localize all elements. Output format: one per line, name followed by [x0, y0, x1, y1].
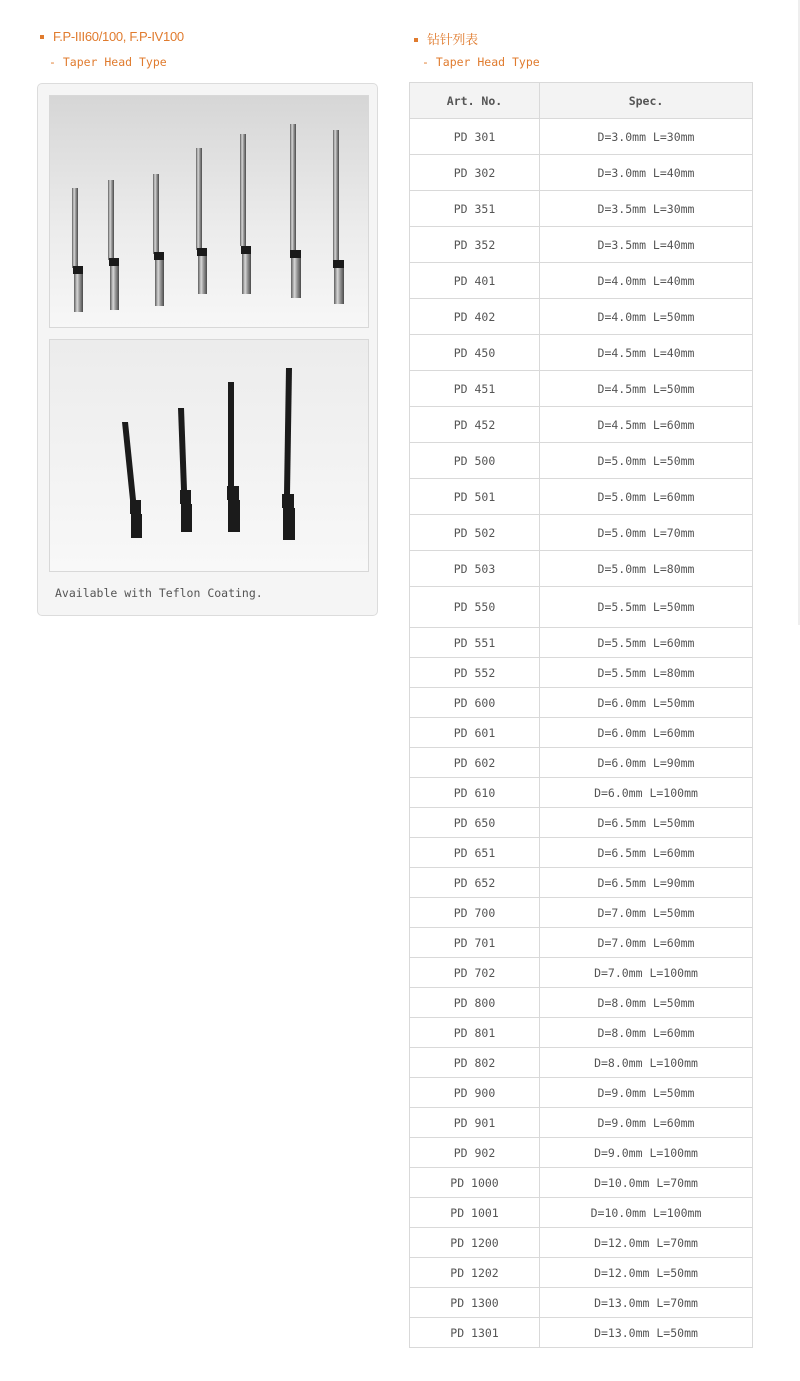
left-title-text: F.P-III60/100, F.P-IV100 [53, 29, 184, 44]
art-no-cell: PD 502 [410, 515, 540, 551]
table-row [410, 479, 753, 515]
spec-cell: D=8.0mm L=50mm [540, 988, 753, 1018]
art-no-cell: PD 402 [410, 299, 540, 335]
art-no-cell: PD 450 [410, 335, 540, 371]
bullet-icon [414, 38, 418, 42]
art-no-cell: PD 702 [410, 958, 540, 988]
table-row [410, 1228, 753, 1258]
spec-cell: D=3.0mm L=40mm [540, 155, 753, 191]
table-row [410, 1318, 753, 1348]
spec-cell: D=4.5mm L=60mm [540, 407, 753, 443]
spec-cell: D=5.5mm L=60mm [540, 628, 753, 658]
spec-cell: D=7.0mm L=100mm [540, 958, 753, 988]
bullet-icon [40, 35, 44, 39]
table-row [410, 778, 753, 808]
spec-cell: D=6.0mm L=50mm [540, 688, 753, 718]
photo-caption: Available with Teflon Coating. [55, 586, 263, 600]
spec-cell: D=8.0mm L=100mm [540, 1048, 753, 1078]
art-no-cell: PD 802 [410, 1048, 540, 1078]
table-row [410, 227, 753, 263]
art-no-cell: PD 1301 [410, 1318, 540, 1348]
table-header-row [410, 83, 753, 119]
table-row [410, 119, 753, 155]
spec-cell: D=9.0mm L=60mm [540, 1108, 753, 1138]
spec-cell: D=10.0mm L=70mm [540, 1168, 753, 1198]
table-row [410, 898, 753, 928]
table-row [410, 628, 753, 658]
spec-cell: D=6.5mm L=60mm [540, 838, 753, 868]
art-no-cell: PD 901 [410, 1108, 540, 1138]
table-row [410, 1198, 753, 1228]
spec-cell: D=4.5mm L=40mm [540, 335, 753, 371]
right-section-title [414, 29, 478, 48]
art-no-cell: PD 610 [410, 778, 540, 808]
table-row [410, 1288, 753, 1318]
table-row [410, 658, 753, 688]
art-no-cell: PD 701 [410, 928, 540, 958]
table-row [410, 1078, 753, 1108]
table-row [410, 748, 753, 778]
art-no-cell: PD 1001 [410, 1198, 540, 1228]
art-no-cell: PD 503 [410, 551, 540, 587]
art-no-cell: PD 551 [410, 628, 540, 658]
spec-cell: D=5.0mm L=60mm [540, 479, 753, 515]
art-no-cell: PD 451 [410, 371, 540, 407]
table-row [410, 1258, 753, 1288]
product-photo-panel [37, 83, 378, 616]
table-row [410, 407, 753, 443]
table-row [410, 551, 753, 587]
table-row [410, 1168, 753, 1198]
table-row [410, 443, 753, 479]
art-no-cell: PD 651 [410, 838, 540, 868]
table-row [410, 335, 753, 371]
table-row [410, 1048, 753, 1078]
spec-cell: D=6.5mm L=90mm [540, 868, 753, 898]
right-title-text: 钻针列表 [427, 32, 478, 47]
art-no-cell: PD 550 [410, 587, 540, 628]
art-no-cell: PD 602 [410, 748, 540, 778]
art-no-cell: PD 1000 [410, 1168, 540, 1198]
art-no-cell: PD 452 [410, 407, 540, 443]
table-row [410, 587, 753, 628]
spec-cell: D=9.0mm L=50mm [540, 1078, 753, 1108]
spec-cell: D=12.0mm L=50mm [540, 1258, 753, 1288]
spec-cell: D=3.0mm L=30mm [540, 119, 753, 155]
spec-cell: D=5.0mm L=70mm [540, 515, 753, 551]
header-art-no: Art. No. [410, 83, 540, 119]
product-photo-silver-drills [49, 95, 369, 328]
drill-spec-table [409, 82, 753, 1348]
spec-cell: D=6.5mm L=50mm [540, 808, 753, 838]
table-row [410, 191, 753, 227]
art-no-cell: PD 500 [410, 443, 540, 479]
table-row [410, 808, 753, 838]
header-spec: Spec. [540, 83, 753, 119]
spec-cell: D=12.0mm L=70mm [540, 1228, 753, 1258]
spec-cell: D=3.5mm L=40mm [540, 227, 753, 263]
spec-cell: D=5.0mm L=50mm [540, 443, 753, 479]
left-section-title [40, 29, 184, 44]
table-row [410, 958, 753, 988]
table-row [410, 868, 753, 898]
table-row [410, 299, 753, 335]
art-no-cell: PD 552 [410, 658, 540, 688]
spec-cell: D=5.5mm L=50mm [540, 587, 753, 628]
art-no-cell: PD 801 [410, 1018, 540, 1048]
art-no-cell: PD 902 [410, 1138, 540, 1168]
spec-cell: D=9.0mm L=100mm [540, 1138, 753, 1168]
art-no-cell: PD 1300 [410, 1288, 540, 1318]
spec-cell: D=8.0mm L=60mm [540, 1018, 753, 1048]
spec-cell: D=3.5mm L=30mm [540, 191, 753, 227]
art-no-cell: PD 302 [410, 155, 540, 191]
table-row [410, 1018, 753, 1048]
art-no-cell: PD 650 [410, 808, 540, 838]
table-row [410, 1108, 753, 1138]
spec-cell: D=6.0mm L=100mm [540, 778, 753, 808]
art-no-cell: PD 900 [410, 1078, 540, 1108]
table-row [410, 988, 753, 1018]
art-no-cell: PD 352 [410, 227, 540, 263]
right-section-subtitle: - Taper Head Type [422, 55, 540, 69]
left-section-subtitle: - Taper Head Type [49, 55, 167, 69]
spec-cell: D=4.0mm L=40mm [540, 263, 753, 299]
spec-cell: D=5.0mm L=80mm [540, 551, 753, 587]
spec-cell: D=13.0mm L=50mm [540, 1318, 753, 1348]
art-no-cell: PD 501 [410, 479, 540, 515]
art-no-cell: PD 1202 [410, 1258, 540, 1288]
spec-cell: D=6.0mm L=60mm [540, 718, 753, 748]
art-no-cell: PD 652 [410, 868, 540, 898]
table-row [410, 1138, 753, 1168]
table-row [410, 838, 753, 868]
spec-cell: D=5.5mm L=80mm [540, 658, 753, 688]
art-no-cell: PD 1200 [410, 1228, 540, 1258]
art-no-cell: PD 601 [410, 718, 540, 748]
art-no-cell: PD 600 [410, 688, 540, 718]
spec-cell: D=7.0mm L=50mm [540, 898, 753, 928]
table-row [410, 928, 753, 958]
art-no-cell: PD 401 [410, 263, 540, 299]
art-no-cell: PD 800 [410, 988, 540, 1018]
spec-cell: D=6.0mm L=90mm [540, 748, 753, 778]
art-no-cell: PD 351 [410, 191, 540, 227]
spec-cell: D=4.0mm L=50mm [540, 299, 753, 335]
spec-cell: D=13.0mm L=70mm [540, 1288, 753, 1318]
table-row [410, 263, 753, 299]
art-no-cell: PD 700 [410, 898, 540, 928]
table-row [410, 718, 753, 748]
spec-cell: D=7.0mm L=60mm [540, 928, 753, 958]
spec-cell: D=4.5mm L=50mm [540, 371, 753, 407]
table-row [410, 155, 753, 191]
table-row [410, 371, 753, 407]
table-row [410, 515, 753, 551]
spec-cell: D=10.0mm L=100mm [540, 1198, 753, 1228]
product-photo-teflon-drills [49, 339, 369, 572]
art-no-cell: PD 301 [410, 119, 540, 155]
table-row [410, 688, 753, 718]
